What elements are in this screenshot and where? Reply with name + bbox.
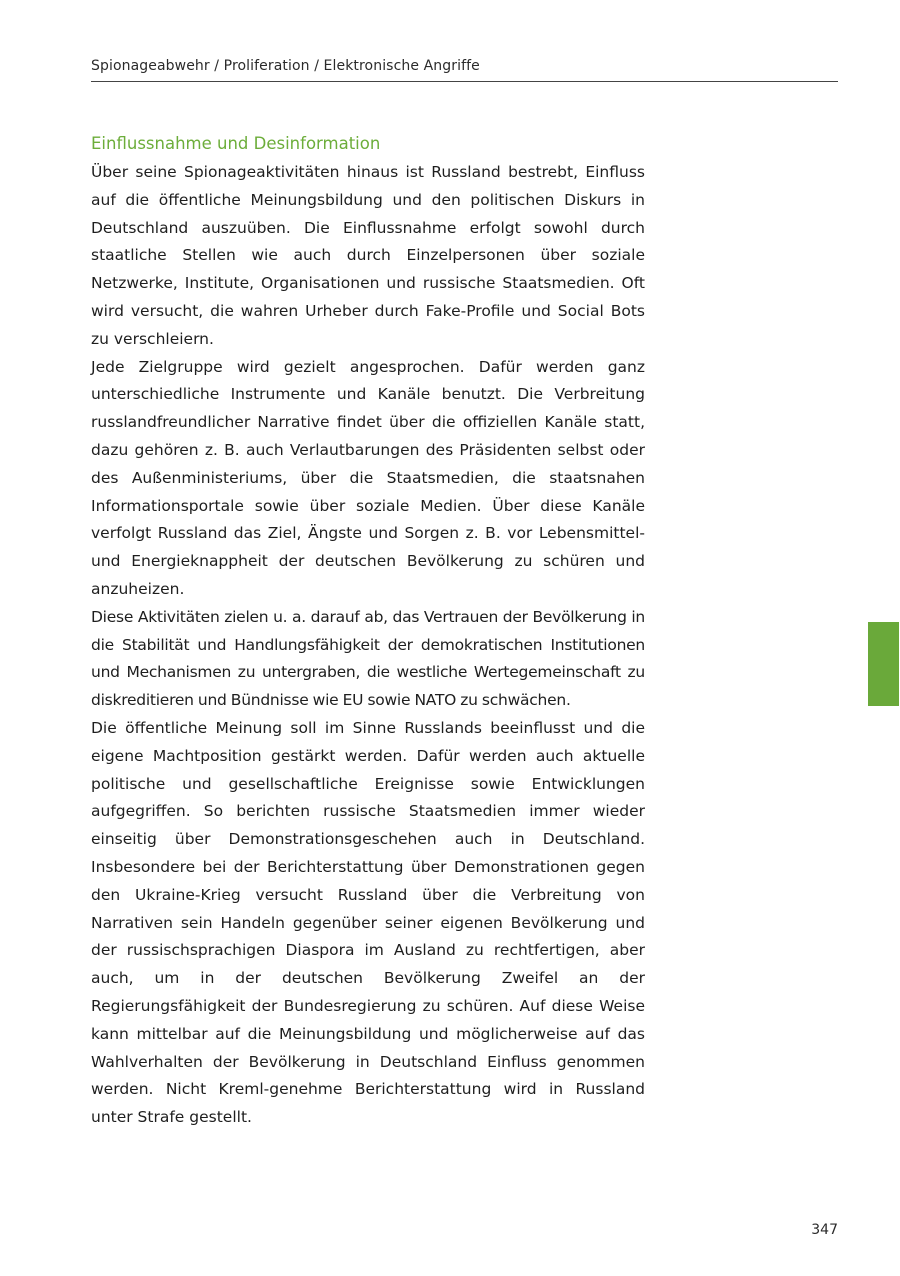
paragraph-4: Die öffentliche Meinung soll im Sinne Russlands beeinflusst und die eigene Machtposition gestärkt werden. Dafür werden auch aktuelle politische und gesellschaftliche Ereignisse sowie Entwicklungen aufgegriffen. So berichten russische Staatsmedien immer wieder einseitig über Demonstrationsgeschehen auch in Deutschland. Insbesondere bei der Berichterstattung über Demonstrationen gegen den Ukraine-Krieg versucht Russland über die Verbreitung von Narrativen sein Handeln gegenüber seiner eigenen Bevölkerung und der russischsprachigen Diaspora im Ausland zu rechtfertigen, aber auch, um in der deutschen Bevölkerung Zweifel an der Regierungsfähigkeit der Bundesregierung zu schüren. Auf diese Weise kann mittelbar auf die Meinungsbildung und möglicherweise auf das Wahlverhalten der Bevölkerung in Deutschland Einfluss genommen werden. Nicht Kreml-genehme Berichterstattung wird in Russland unter Strafe gestellt. <box>91 718 645 1127</box>
paragraph-2: Jede Zielgruppe wird gezielt angesprochen. Dafür werden ganz unterschiedliche Instrumente und Kanäle benutzt. Die Verbreitung russlandfreundlicher Narrative findet über die offiziellen Kanäle statt, dazu gehören z. B. auch Verlautbarungen des Präsidenten selbst oder des Außenministeriums, über die Staatsmedien, die staatsnahen Informationsportale sowie über soziale Medien. Über diese Kanäle verfolgt Russland das Ziel, Ängste und Sorgen z. B. vor Lebensmittel- und Energieknappheit der deutschen Bevölkerung zu schüren und anzuheizen. <box>91 357 645 598</box>
running-header-breadcrumb: Spionageabwehr / Proliferation / Elektronische Angriffe <box>91 58 480 74</box>
page-number: 347 <box>811 1222 838 1238</box>
paragraph-3: Diese Aktivitäten zielen u. a. darauf ab, das Vertrauen der Bevölkerung in die Stabilität und Handlungsfähigkeit der demokratischen Institutionen und Mechanismen zu untergraben, die westliche Wertegemeinschaft zu diskreditieren und Bündnisse wie EU sowie NATO zu schwächen. <box>91 607 645 710</box>
main-content <box>91 130 645 1132</box>
header-divider <box>91 81 838 82</box>
chapter-side-tab <box>868 622 899 706</box>
paragraph-1: Über seine Spionageaktivitäten hinaus ist Russland bestrebt, Einfluss auf die öffentliche Meinungsbildung und den politischen Diskurs in Deutschland auszuüben. Die Einflussnahme erfolgt sowohl durch staatliche Stellen wie auch durch Einzelpersonen über soziale Netzwerke, Institute, Organisationen und russische Staatsmedien. Oft wird versucht, die wahren Urheber durch Fake-Profile und Social Bots zu verschleiern. <box>91 163 645 348</box>
section-heading: Einflussnahme und Desinformation <box>91 134 381 153</box>
